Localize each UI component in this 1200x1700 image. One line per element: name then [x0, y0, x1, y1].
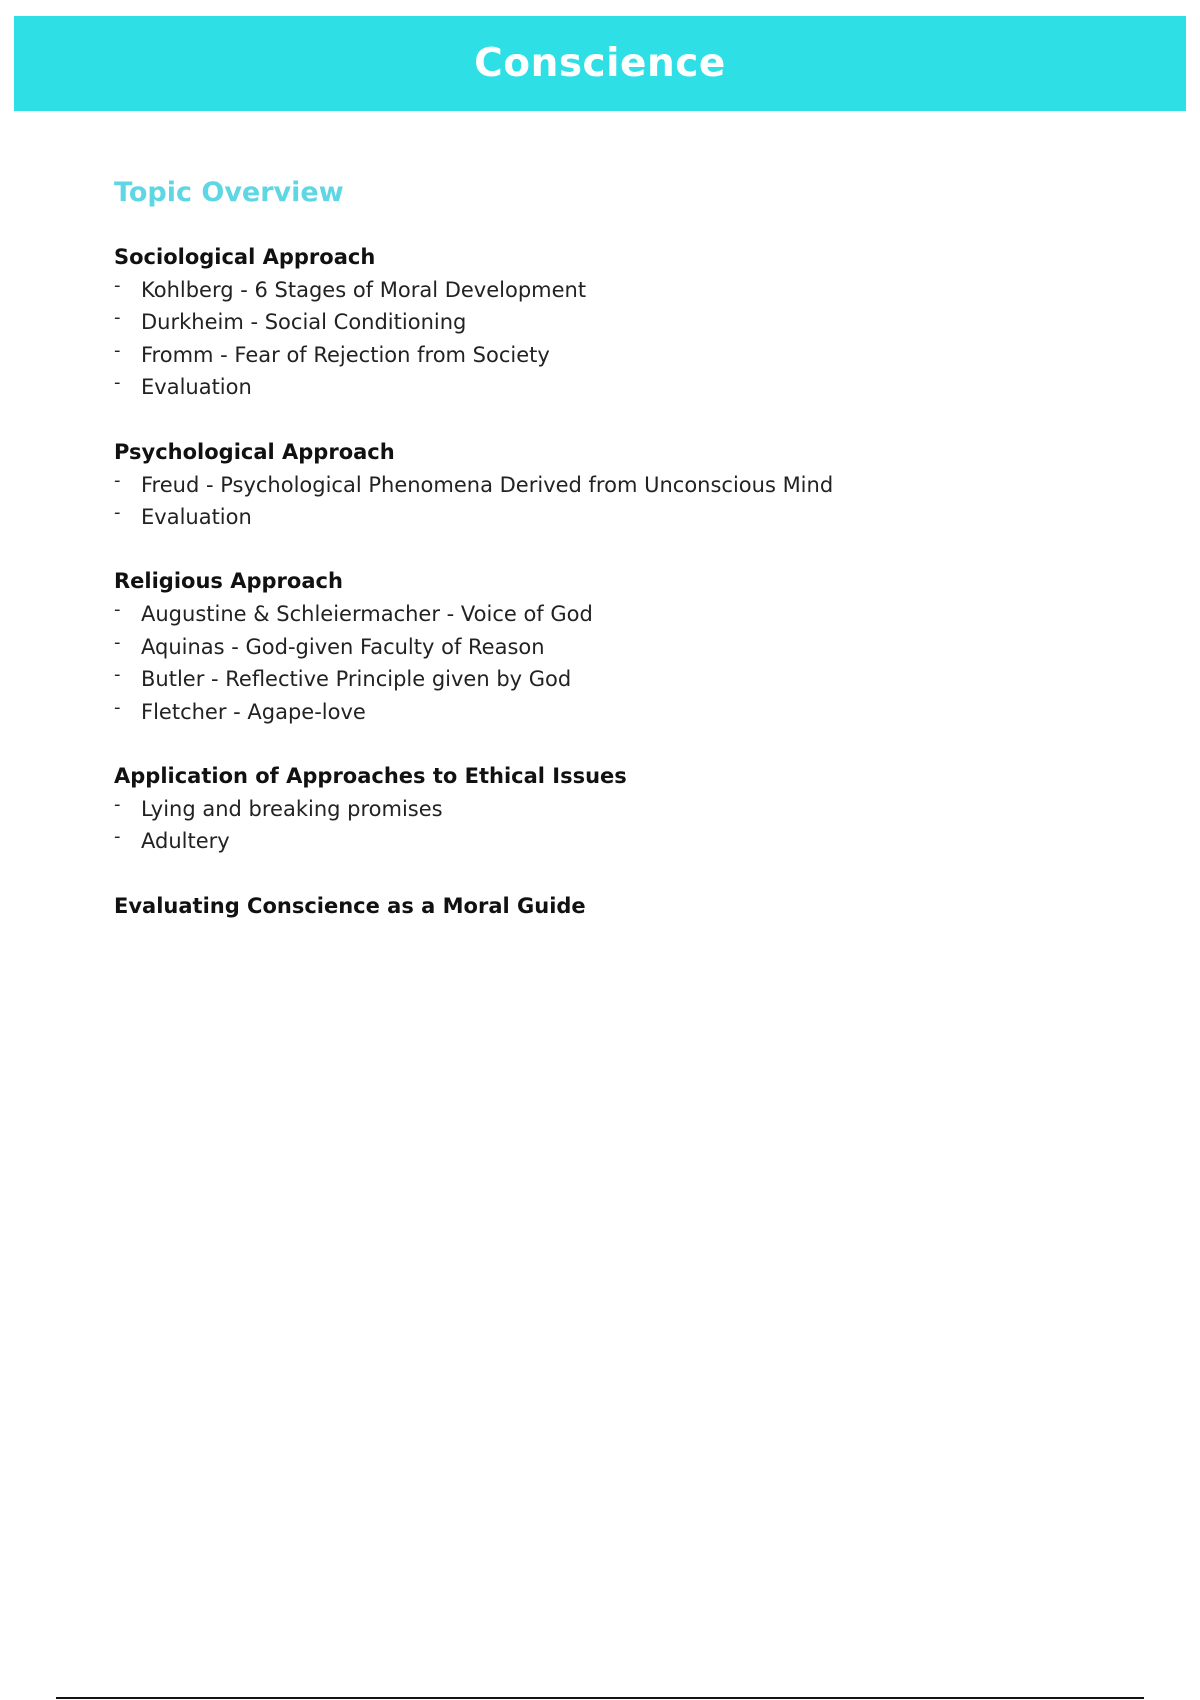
- item-list: [114, 469, 1114, 534]
- section-heading: Application of Approaches to Ethical Issues: [114, 764, 627, 789]
- bullet-dash: -: [114, 502, 121, 524]
- bullet-dash: -: [114, 664, 121, 686]
- bullet-dash: -: [114, 339, 121, 361]
- page-title: Conscience: [474, 41, 726, 86]
- list-item-text: Evaluation: [141, 505, 252, 530]
- item-list: [114, 598, 1114, 728]
- section-heading: Religious Approach: [114, 569, 343, 594]
- section-sociological-approach: [114, 241, 1114, 404]
- section-application-ethical-issues: [114, 760, 1114, 858]
- bullet-dash: -: [114, 631, 121, 653]
- list-item: [114, 631, 1114, 663]
- list-item-text: Evaluation: [141, 375, 252, 400]
- list-item-text: Butler - Reflective Principle given by God: [141, 667, 572, 692]
- section-psychological-approach: [114, 436, 1114, 534]
- bullet-dash: -: [114, 696, 121, 718]
- list-item: [114, 501, 1114, 533]
- bullet-dash: -: [114, 599, 121, 621]
- list-item: [114, 598, 1114, 630]
- section-heading: Evaluating Conscience as a Moral Guide: [114, 893, 586, 918]
- list-item: [114, 696, 1114, 728]
- bullet-dash: -: [114, 826, 121, 848]
- list-item: [114, 371, 1114, 403]
- list-item-text: Kohlberg - 6 Stages of Moral Development: [141, 278, 587, 302]
- list-item-text: Fromm - Fear of Rejection from Society: [141, 342, 550, 367]
- list-item-text: Adultery: [141, 829, 230, 854]
- list-item: [114, 469, 1114, 501]
- topic-overview-heading: Topic Overview: [114, 177, 344, 208]
- list-item: [114, 274, 1114, 306]
- list-item: [114, 793, 1114, 825]
- section-heading: Psychological Approach: [114, 439, 395, 464]
- list-item-text: Freud - Psychological Phenomena Derived from Unconscious Mind: [141, 472, 834, 497]
- list-item: [114, 663, 1114, 695]
- item-list: [114, 274, 1114, 404]
- bullet-dash: -: [114, 372, 121, 394]
- list-item-text: Fletcher - Agape-love: [141, 699, 366, 724]
- section-religious-approach: [114, 565, 1114, 728]
- list-item-text: Aquinas - God-given Faculty of Reason: [141, 634, 545, 659]
- title-banner: [14, 16, 1186, 111]
- topic-overview-content: [114, 170, 1114, 955]
- footer-divider: [56, 1697, 1144, 1699]
- bullet-dash: -: [114, 307, 121, 329]
- item-list: [114, 793, 1114, 858]
- section-evaluating-conscience: [114, 890, 1114, 923]
- list-item-text: Augustine & Schleiermacher - Voice of God: [141, 602, 593, 627]
- bullet-dash: -: [114, 469, 121, 491]
- list-item-text: Lying and breaking promises: [141, 797, 443, 822]
- list-item: [114, 825, 1114, 857]
- section-heading: Sociological Approach: [114, 245, 376, 269]
- bullet-dash: -: [114, 275, 121, 296]
- bullet-dash: -: [114, 794, 121, 816]
- list-item: [114, 339, 1114, 371]
- list-item: [114, 306, 1114, 338]
- list-item-text: Durkheim - Social Conditioning: [141, 310, 467, 335]
